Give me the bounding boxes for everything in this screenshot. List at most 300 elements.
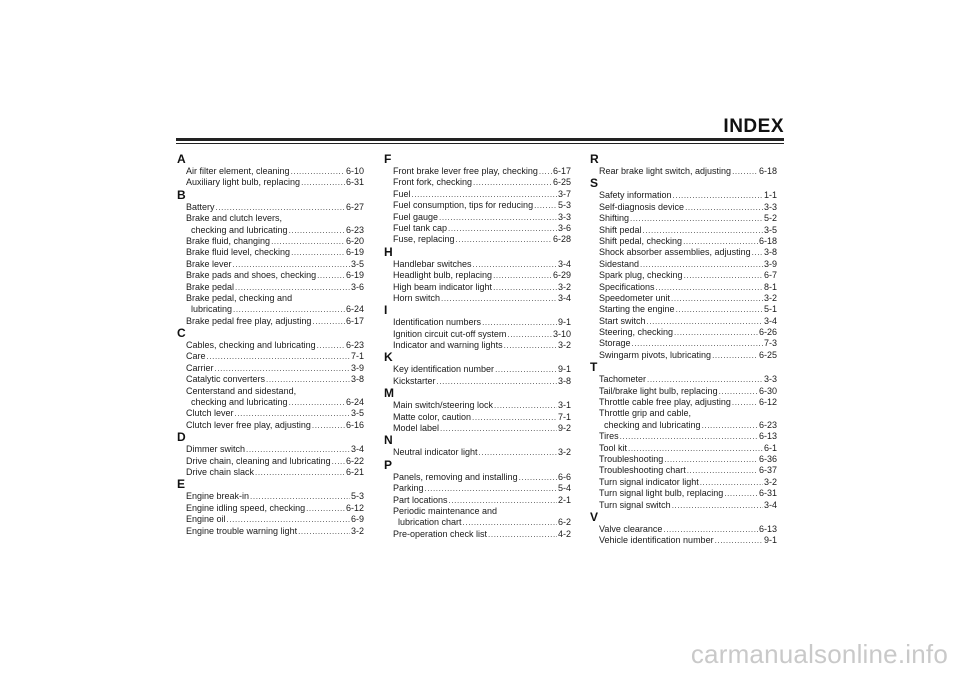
- index-entry-topic: Catalytic converters: [186, 374, 266, 385]
- index-entry-page: 6-24: [345, 304, 364, 315]
- index-entry-topic: checking and lubricating: [191, 224, 288, 235]
- index-entry: [591, 524, 777, 535]
- index-entry: [178, 247, 364, 258]
- index-entry: [591, 408, 777, 419]
- index-entry-topic: Horn switch: [393, 292, 441, 303]
- index-entry-topic: Front fork, checking: [393, 177, 473, 188]
- index-entry: [385, 423, 571, 434]
- index-entry-page: 6-23: [345, 340, 364, 351]
- dot-leader: [482, 317, 557, 328]
- index-entry-topic: Brake lever: [186, 258, 232, 269]
- dot-leader: [719, 386, 758, 397]
- index-entry: [591, 488, 777, 499]
- index-entry-topic: lubricating: [191, 304, 233, 315]
- dot-leader: [317, 270, 345, 281]
- index-entry-page: 6-25: [552, 177, 571, 188]
- dot-leader: [702, 420, 758, 431]
- index-entry: [385, 495, 571, 506]
- index-entry: [591, 304, 777, 315]
- index-entry-topic: Brake and clutch levers,: [186, 213, 283, 224]
- index-entry-topic: Engine oil: [186, 514, 226, 525]
- dot-leader: [215, 363, 350, 374]
- dot-leader: [672, 500, 763, 511]
- index-entry-page: 7-1: [557, 411, 571, 422]
- index-entry: [385, 400, 571, 411]
- index-entry-topic: Throttle grip and cable,: [599, 408, 692, 419]
- dot-leader: [440, 423, 557, 434]
- index-entry-page: 3-8: [763, 247, 777, 258]
- index-entry-topic: Fuel tank cap: [393, 222, 448, 233]
- index-entry-page: 3-4: [557, 292, 571, 303]
- index-entry: [178, 514, 364, 525]
- index-entry-topic: Shock absorber assemblies, adjusting: [599, 247, 751, 258]
- dot-leader: [495, 364, 557, 375]
- index-entry: [591, 225, 777, 236]
- index-entry-page: 6-17: [345, 315, 364, 326]
- index-entry-topic: checking and lubricating: [191, 397, 288, 408]
- index-entry: [385, 282, 571, 293]
- index-entry-page: 8-1: [763, 281, 777, 292]
- index-entry-topic: High beam indicator light: [393, 281, 493, 292]
- dot-leader: [664, 454, 758, 465]
- index-entry-topic: Battery: [186, 201, 215, 212]
- dot-leader: [332, 456, 345, 467]
- index-entry: [591, 213, 777, 224]
- dot-leader: [683, 236, 758, 247]
- dot-leader: [674, 327, 758, 338]
- index-entry: [591, 338, 777, 349]
- index-entry-topic: Front brake lever free play, checking: [393, 166, 538, 176]
- index-entry-page: 6-31: [345, 177, 364, 188]
- index-entry-page: 6-20: [345, 235, 364, 246]
- index-entry-page: 5-4: [557, 483, 571, 494]
- index-entry: [591, 350, 777, 361]
- dot-leader: [439, 212, 557, 223]
- index-entry-topic: Ignition circuit cut-off system: [393, 328, 507, 339]
- dot-leader: [632, 338, 763, 349]
- index-entry: [385, 166, 571, 177]
- index-section-letter: M: [384, 386, 394, 401]
- dot-leader: [685, 202, 763, 213]
- index-entry: [385, 529, 571, 540]
- index-entry-page: 7-3: [763, 338, 777, 349]
- index-entry-page: 6-13: [758, 431, 777, 442]
- index-entry-page: 3-2: [557, 281, 571, 292]
- index-entry: [591, 374, 777, 385]
- index-entry: [385, 234, 571, 245]
- index-entry-page: 3-5: [763, 224, 777, 235]
- index-section-letter: B: [177, 187, 186, 202]
- index-entry: [178, 351, 364, 362]
- dot-leader: [463, 517, 557, 528]
- index-entry-topic: Tires: [599, 431, 619, 442]
- dot-leader: [441, 293, 557, 304]
- index-entry-topic: Brake pedal: [186, 281, 235, 292]
- dot-leader: [250, 491, 350, 502]
- index-entry-topic: Handlebar switches: [393, 258, 472, 269]
- index-entry-page: 3-4: [350, 444, 364, 455]
- index-entry: [178, 386, 364, 397]
- dot-leader: [207, 351, 350, 362]
- index-entry-page: 5-3: [350, 491, 364, 502]
- index-entry-page: 6-23: [345, 224, 364, 235]
- dot-leader: [534, 200, 557, 211]
- index-entry: [178, 225, 364, 236]
- dot-leader: [437, 376, 557, 387]
- index-entry: [178, 408, 364, 419]
- index-entry: [591, 477, 777, 488]
- index-entry-page: 3-8: [350, 374, 364, 385]
- page-title: INDEX: [723, 116, 784, 137]
- index-entry-topic: Parking: [393, 483, 424, 494]
- index-entry-page: 6-29: [552, 270, 571, 281]
- index-entry-topic: Spark plug, checking: [599, 270, 683, 281]
- index-entry: [385, 200, 571, 211]
- dot-leader: [456, 234, 552, 245]
- index-entry: [385, 376, 571, 387]
- dot-leader: [306, 503, 345, 514]
- index-entry: [385, 364, 571, 375]
- index-entry-topic: Shifting: [599, 213, 630, 224]
- dot-leader: [289, 225, 345, 236]
- index-entry-topic: Steering, checking: [599, 327, 674, 338]
- index-entry: [591, 535, 777, 546]
- index-entry: [385, 270, 571, 281]
- index-entry-topic: Key identification number: [393, 364, 495, 375]
- index-entry: [385, 212, 571, 223]
- index-entry-page: 6-10: [345, 166, 364, 176]
- index-entry-page: 1-1: [763, 190, 777, 201]
- index-entry-page: 6-30: [758, 385, 777, 396]
- index-column-3: [591, 153, 777, 547]
- dot-leader: [298, 526, 350, 537]
- index-entry-page: 6-36: [758, 453, 777, 464]
- index-entry-topic: Safety information: [599, 190, 672, 201]
- index-entry: [591, 247, 777, 258]
- dot-leader: [216, 202, 345, 213]
- index-entry-page: 6-19: [345, 247, 364, 258]
- index-entry: [178, 282, 364, 293]
- index-entry-topic: Tachometer: [599, 374, 647, 385]
- index-entry-page: 6-16: [345, 419, 364, 430]
- dot-leader: [473, 259, 557, 270]
- dot-leader: [620, 431, 758, 442]
- index-entry: [385, 259, 571, 270]
- index-entry-page: 3-6: [557, 222, 571, 233]
- dot-leader: [479, 447, 557, 458]
- index-entry: [178, 363, 364, 374]
- index-entry-topic: Headlight bulb, replacing: [393, 270, 493, 281]
- index-entry-topic: Air filter element, cleaning: [186, 166, 290, 176]
- index-entry: [178, 526, 364, 537]
- dot-leader: [301, 177, 345, 188]
- dot-leader: [732, 166, 758, 177]
- index-entry-page: 6-17: [552, 166, 571, 176]
- index-entry-page: 6-24: [345, 397, 364, 408]
- index-entry: [178, 397, 364, 408]
- index-entry: [385, 329, 571, 340]
- dot-leader: [647, 316, 763, 327]
- dot-leader: [519, 472, 557, 483]
- index-entry-page: 6-31: [758, 488, 777, 499]
- header-rule-thin: [176, 143, 784, 144]
- index-entry-topic: Speedometer unit: [599, 292, 671, 303]
- index-entry: [178, 467, 364, 478]
- index-entry-topic: Specifications: [599, 281, 655, 292]
- index-entry-page: 3-5: [350, 408, 364, 419]
- dot-leader: [291, 166, 345, 177]
- index-entry: [178, 316, 364, 327]
- dot-leader: [673, 190, 763, 201]
- index-entry-topic: Clutch lever: [186, 408, 234, 419]
- index-entry-page: 6-28: [552, 234, 571, 245]
- index-entry-page: 6-27: [345, 201, 364, 212]
- dot-leader: [235, 282, 350, 293]
- dot-leader: [724, 488, 758, 499]
- index-entry-topic: Cables, checking and lubricating: [186, 340, 316, 351]
- dot-leader: [233, 304, 345, 315]
- dot-leader: [271, 236, 345, 247]
- index-entry: [178, 503, 364, 514]
- dot-leader: [412, 189, 557, 200]
- index-section-letter: R: [590, 152, 599, 166]
- index-entry-page: 3-2: [350, 525, 364, 536]
- index-entry-page: 3-9: [763, 258, 777, 269]
- dot-leader: [640, 259, 763, 270]
- index-entry-page: 9-1: [557, 364, 571, 375]
- index-entry-page: 3-2: [763, 292, 777, 303]
- index-entry-page: 6-37: [758, 465, 777, 476]
- dot-leader: [449, 495, 557, 506]
- index-entry-topic: Matte color, caution: [393, 411, 472, 422]
- watermark: carmanualsonline.info: [690, 639, 948, 669]
- dot-leader: [246, 444, 350, 455]
- index-entry: [178, 444, 364, 455]
- index-entry: [178, 177, 364, 188]
- index-entry-topic: Model label: [393, 423, 440, 434]
- index-entry: [178, 166, 364, 177]
- index-section-letter: C: [177, 326, 186, 341]
- index-entry-page: 5-2: [763, 213, 777, 224]
- dot-leader: [289, 397, 345, 408]
- index-entry-topic: Brake pads and shoes, checking: [186, 270, 317, 281]
- index-entry: [591, 282, 777, 293]
- index-entry-topic: Brake pedal, checking and: [186, 292, 293, 303]
- index-entry-topic: Turn signal indicator light: [599, 476, 699, 487]
- index-entry: [178, 293, 364, 304]
- dot-leader: [663, 524, 758, 535]
- index-entry: [385, 506, 571, 517]
- index-entry: [591, 500, 777, 511]
- index-entry-topic: Drive chain slack: [186, 466, 255, 477]
- index-section-letter: S: [590, 176, 599, 191]
- dot-leader: [291, 247, 345, 258]
- index-entry: [178, 202, 364, 213]
- index-entry-page: 6-23: [758, 419, 777, 430]
- index-entry: [591, 397, 777, 408]
- dot-leader: [233, 259, 350, 270]
- index-entry-page: 3-2: [557, 447, 571, 458]
- index-entry-page: 2-1: [557, 494, 571, 505]
- index-entry: [178, 236, 364, 247]
- index-entry-topic: Turn signal light bulb, replacing: [599, 488, 724, 499]
- dot-leader: [643, 225, 763, 236]
- index-entry-topic: Clutch lever free play, adjusting: [186, 419, 311, 430]
- index-entry: [591, 431, 777, 442]
- index-entry-page: 6-25: [758, 349, 777, 360]
- index-entry: [591, 202, 777, 213]
- index-entry-page: 3-5: [350, 258, 364, 269]
- dot-leader: [448, 223, 557, 234]
- dot-leader: [676, 304, 763, 315]
- dot-leader: [630, 213, 763, 224]
- index-entry-topic: Panels, removing and installing: [393, 471, 518, 482]
- index-entry-topic: Vehicle identification number: [599, 535, 714, 546]
- index-entry-topic: Centerstand and sidestand,: [186, 385, 297, 396]
- index-entry-page: 9-1: [763, 535, 777, 546]
- index-entry: [591, 386, 777, 397]
- index-entry-topic: Pre-operation check list: [393, 528, 488, 539]
- index-entry: [591, 443, 777, 454]
- index-section-letter: H: [384, 244, 393, 259]
- index-entry: [591, 236, 777, 247]
- index-entry-topic: Valve clearance: [599, 523, 663, 534]
- dot-leader: [684, 270, 763, 281]
- index-entry-topic: Care: [186, 351, 206, 362]
- index-entry-page: 6-12: [345, 502, 364, 513]
- index-column-2: [385, 153, 571, 540]
- index-entry: [591, 465, 777, 476]
- index-entry-page: 6-1: [763, 442, 777, 453]
- index-entry-topic: Starting the engine: [599, 304, 675, 315]
- index-entry-topic: Engine idling speed, checking: [186, 502, 306, 513]
- dot-leader: [687, 465, 758, 476]
- dot-leader: [488, 529, 557, 540]
- index-entry-page: 3-10: [552, 328, 571, 339]
- index-entry: [178, 491, 364, 502]
- dot-leader: [312, 420, 345, 431]
- index-entry-topic: Throttle cable free play, adjusting: [599, 397, 731, 408]
- index-entry-page: 6-19: [345, 270, 364, 281]
- index-entry-topic: lubrication chart: [398, 517, 462, 528]
- index-entry-topic: Brake fluid level, checking: [186, 247, 291, 258]
- index-section-letter: N: [384, 433, 393, 448]
- index-entry-topic: Swingarm pivots, lubricating: [599, 349, 712, 360]
- index-entry-page: 3-4: [763, 499, 777, 510]
- index-entry-topic: Troubleshooting: [599, 453, 664, 464]
- index-entry-topic: Sidestand: [599, 258, 640, 269]
- index-entry: [591, 270, 777, 281]
- dot-leader: [235, 408, 350, 419]
- index-column-1: [178, 153, 364, 537]
- index-entry-topic: checking and lubricating: [604, 419, 701, 430]
- index-entry-page: 3-2: [557, 340, 571, 351]
- index-entry: [385, 517, 571, 528]
- index-entry-topic: Periodic maintenance and: [393, 505, 498, 516]
- index-entry-topic: Drive chain, cleaning and lubricating: [186, 455, 331, 466]
- index-entry-topic: Carrier: [186, 362, 214, 373]
- index-entry-topic: Brake fluid, changing: [186, 235, 271, 246]
- index-entry-topic: Start switch: [599, 315, 646, 326]
- index-entry-page: 6-7: [763, 270, 777, 281]
- index-entry: [178, 456, 364, 467]
- index-entry-topic: Fuel consumption, tips for reducing: [393, 200, 534, 211]
- index-entry: [178, 259, 364, 270]
- header-rule-thick: [176, 138, 784, 141]
- index-entry: [178, 374, 364, 385]
- index-entry-page: 6-18: [758, 166, 777, 176]
- dot-leader: [628, 443, 763, 454]
- index-entry: [591, 316, 777, 327]
- dot-leader: [493, 270, 552, 281]
- dot-leader: [255, 467, 345, 478]
- index-section-letter: I: [384, 303, 388, 318]
- index-entry: [178, 420, 364, 431]
- index-entry-page: 3-4: [557, 258, 571, 269]
- index-entry-page: 6-21: [345, 466, 364, 477]
- index-entry-page: 6-13: [758, 523, 777, 534]
- index-entry-page: 6-2: [557, 517, 571, 528]
- index-entry-topic: Neutral indicator light: [393, 447, 478, 458]
- index-entry-page: 6-6: [557, 471, 571, 482]
- index-entry: [385, 293, 571, 304]
- index-entry: [385, 472, 571, 483]
- index-entry-page: 6-9: [350, 514, 364, 525]
- index-entry: [591, 166, 777, 177]
- index-entry-topic: Tool kit: [599, 442, 628, 453]
- index-section-letter: D: [177, 430, 186, 445]
- index-entry-topic: Shift pedal: [599, 224, 642, 235]
- index-entry: [178, 213, 364, 224]
- index-entry-topic: Fuse, replacing: [393, 234, 455, 245]
- index-entry: [591, 259, 777, 270]
- index-entry-topic: Fuel gauge: [393, 211, 439, 222]
- index-entry: [385, 412, 571, 423]
- index-entry-topic: Rear brake light switch, adjusting: [599, 166, 732, 176]
- dot-leader: [700, 477, 763, 488]
- index-entry: [385, 317, 571, 328]
- index-entry-topic: Brake pedal free play, adjusting: [186, 315, 312, 326]
- index-entry-page: 3-1: [557, 400, 571, 411]
- index-entry: [591, 454, 777, 465]
- dot-leader: [493, 282, 557, 293]
- dot-leader: [504, 340, 557, 351]
- index-entry-topic: Self-diagnosis device: [599, 201, 685, 212]
- index-entry-topic: Tail/brake light bulb, replacing: [599, 385, 718, 396]
- index-entry: [385, 223, 571, 234]
- index-entry-topic: Indicator and warning lights: [393, 340, 503, 351]
- dot-leader: [227, 514, 350, 525]
- index-entry-page: 9-1: [557, 317, 571, 328]
- index-section-letter: T: [590, 360, 598, 375]
- index-entry-topic: Kickstarter: [393, 375, 436, 386]
- index-entry-page: 6-22: [345, 455, 364, 466]
- index-entry-page: 3-9: [350, 362, 364, 373]
- index-entry-page: 4-2: [557, 528, 571, 539]
- index-entry-page: 6-26: [758, 327, 777, 338]
- index-entry: [591, 327, 777, 338]
- index-entry-topic: Auxiliary light bulb, replacing: [186, 177, 301, 188]
- dot-leader: [312, 316, 345, 327]
- index-entry-topic: Turn signal switch: [599, 499, 671, 510]
- index-section-letter: F: [384, 152, 392, 166]
- index-entry-topic: Dimmer switch: [186, 444, 246, 455]
- index-entry: [591, 190, 777, 201]
- dot-leader: [472, 412, 557, 423]
- index-entry: [385, 340, 571, 351]
- index-entry-page: 3-6: [350, 281, 364, 292]
- index-section-letter: A: [177, 152, 186, 166]
